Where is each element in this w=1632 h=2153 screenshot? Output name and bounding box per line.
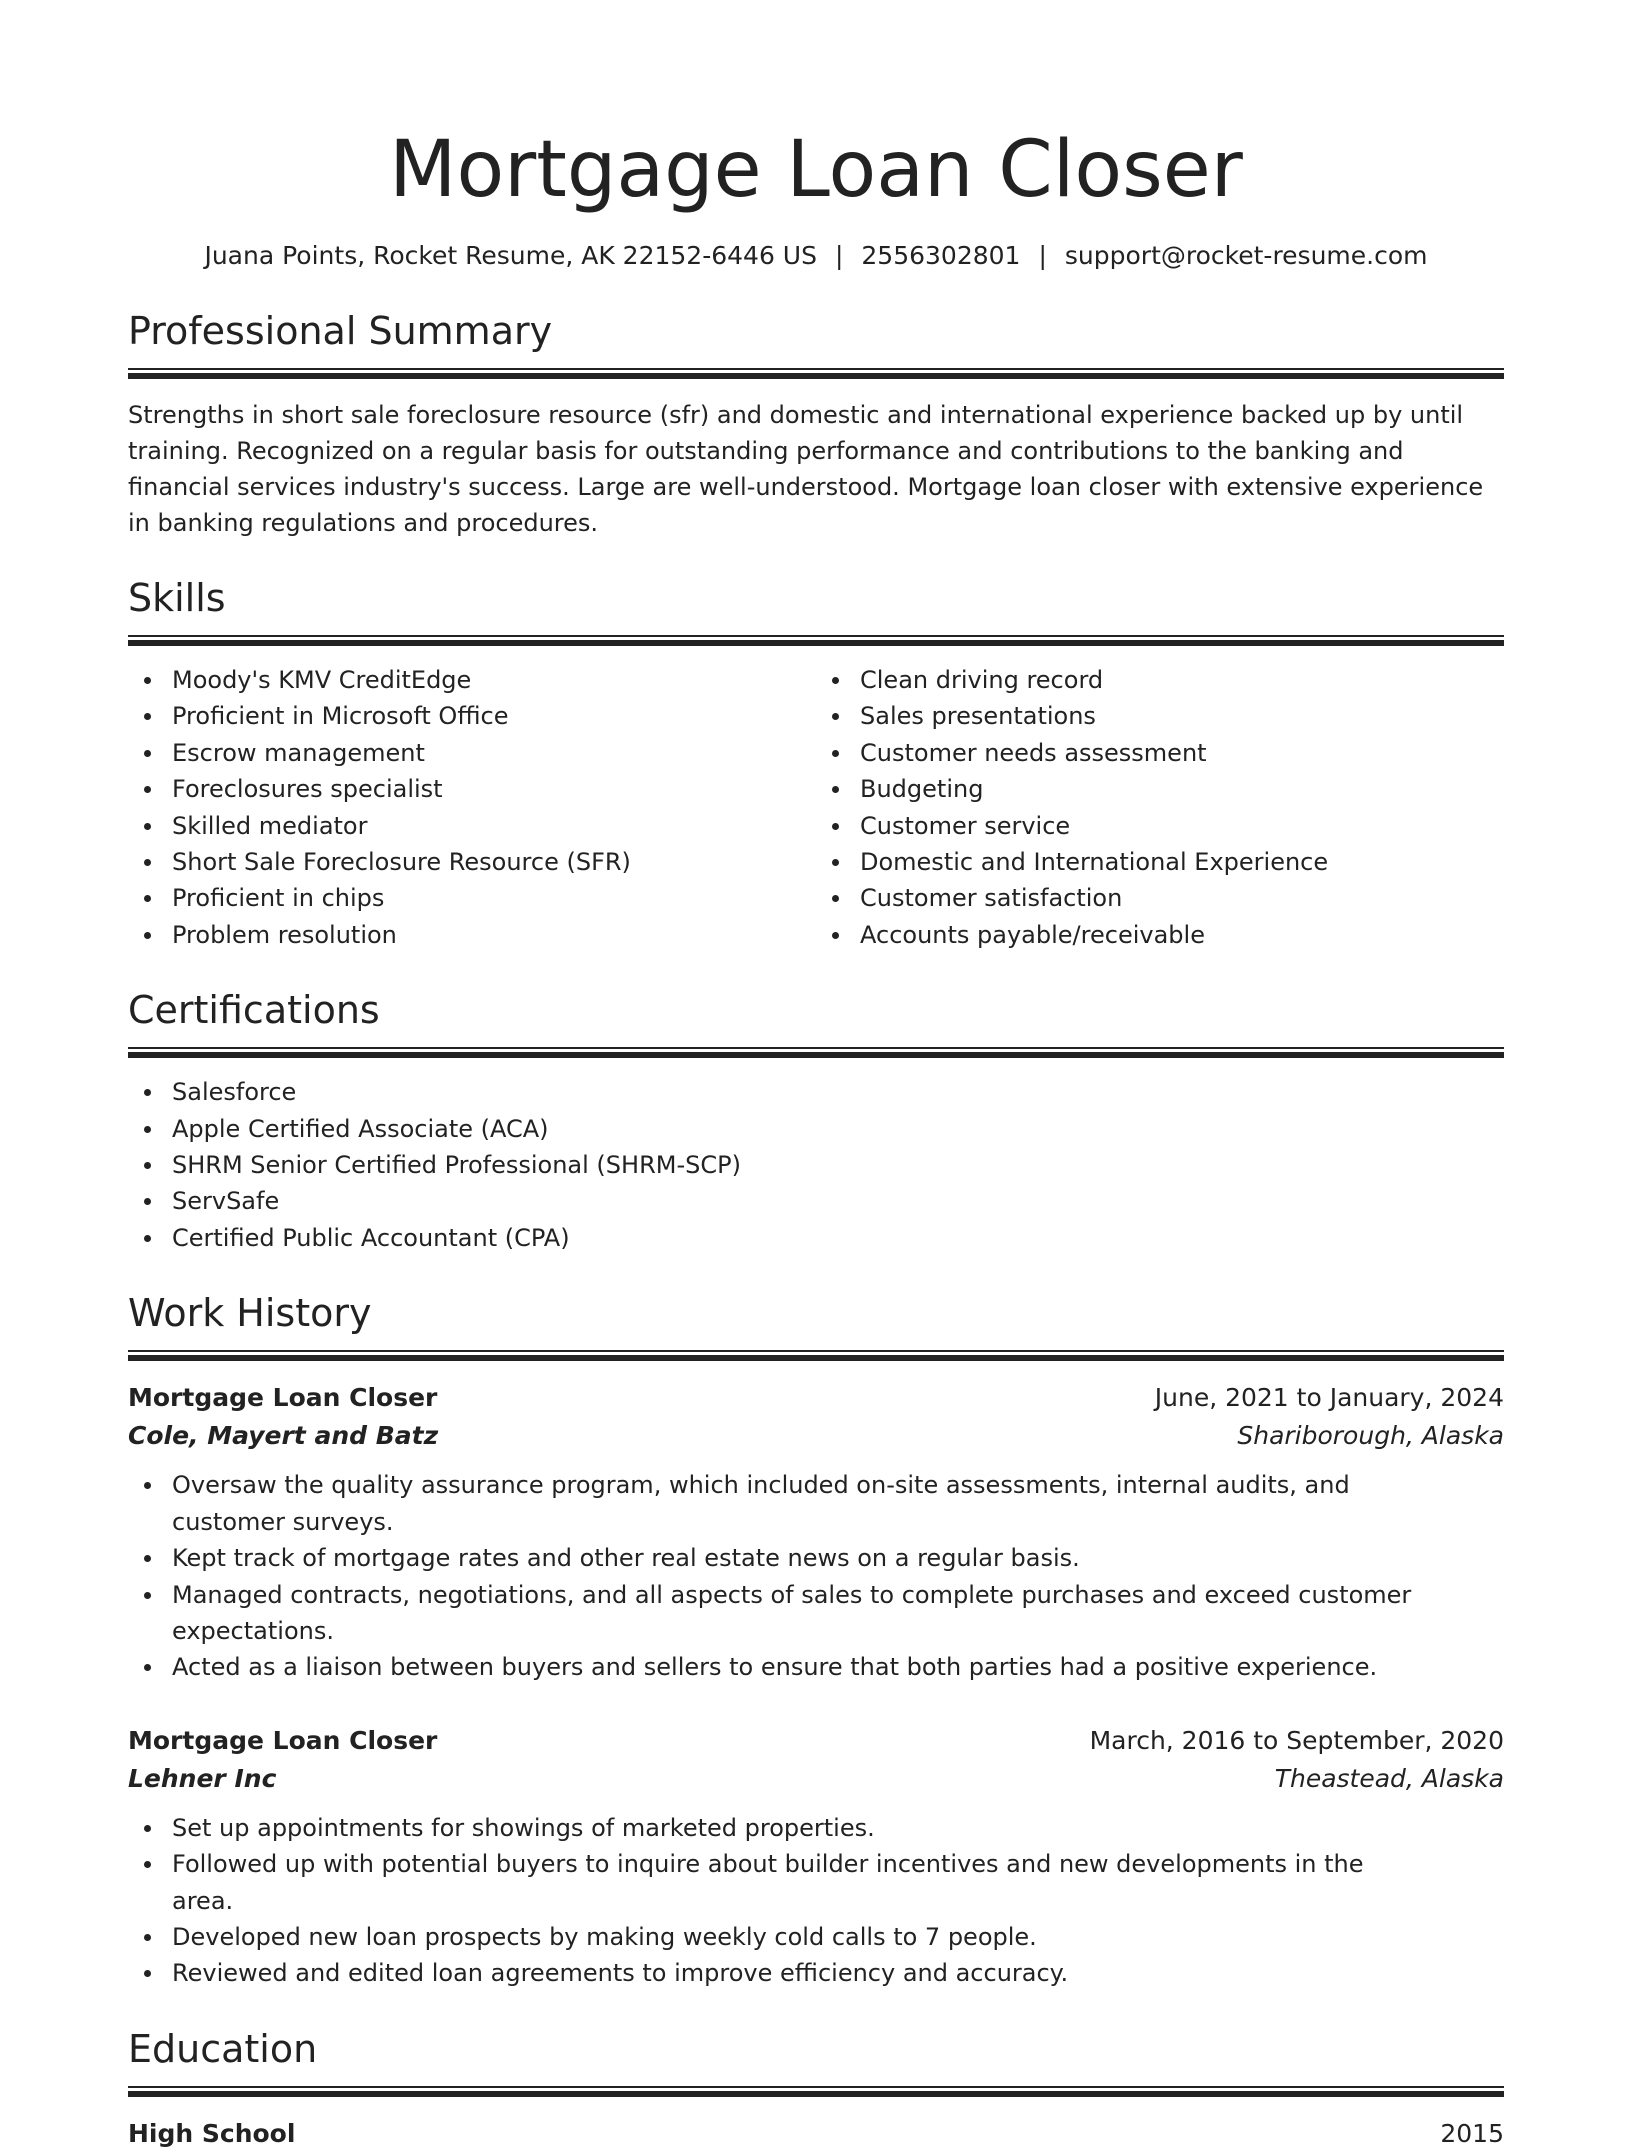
skill-item: Customer needs assessment [860,735,1504,771]
skill-item: Domestic and International Experience [860,844,1504,880]
section-title-skills: Skills [128,576,226,620]
certification-item: Certified Public Accountant (CPA) [172,1220,1504,1256]
resume-name: Mortgage Loan Closer [389,125,1243,215]
job-bullet: Acted as a liaison between buyers and sellers to ensure that both parties had a positive experience. [172,1649,1504,1685]
skill-item: Escrow management [172,735,816,771]
section-title-certifications: Certifications [128,988,380,1033]
skill-item: Customer satisfaction [860,880,1504,916]
job-bullet: Developed new loan prospects by making weekly cold calls to 7 people. [172,1919,1504,1955]
skill-item: Skilled mediator [172,808,816,844]
certification-item: Apple Certified Associate (ACA) [172,1111,1504,1147]
education-year: 2015 [1440,2118,1504,2148]
job-title: Mortgage Loan Closer [128,1725,438,1755]
work-history-section [128,1288,1504,1991]
job-bullet: Reviewed and edited loan agreements to improve efficiency and accuracy. [172,1955,1504,1991]
certifications-section [128,985,1504,1256]
education-entry [128,2115,1504,2153]
job-header-row [128,1379,1504,1417]
education-section [128,2024,1504,2153]
job-bullet: Managed contracts, negotiations, and all aspects of sales to complete purchases and exceed customer expectations. [172,1577,1504,1650]
certification-item: SHRM Senior Certified Professional (SHRM-SCP) [172,1147,1504,1183]
section-divider [128,1350,1504,1361]
job-header-row [128,1722,1504,1760]
contact-email: support@rocket-resume.com [1064,241,1428,270]
section-title-education: Education [128,2026,318,2071]
certification-item: Salesforce [172,1074,1504,1110]
job-location: Shariborough, Alaska [1237,1421,1504,1451]
skill-item: Customer service [860,808,1504,844]
job-company-row [128,1760,1504,1798]
section-divider [128,368,1504,379]
job-dates: June, 2021 to January, 2024 [1154,1383,1504,1413]
summary-text: Strengths in short sale foreclosure resource (sfr) and domestic and international experience backed up by until training. Recognized on a regular basis for outstanding performance and contributions to the banking and financial services industry's success. Large are well-understood. Mortgage loan closer with extensive experience in banking regulations and procedures. [128,401,1484,537]
skills-list-right [816,662,1504,953]
skill-item: Proficient in chips [172,880,816,916]
job-entry [128,1722,1504,1992]
summary-section [128,306,1504,541]
job-company: Lehner Inc [128,1763,277,1793]
education-degree: High School [128,2118,296,2148]
skill-item: Short Sale Foreclosure Resource (SFR) [172,844,816,880]
job-title: Mortgage Loan Closer [128,1383,438,1413]
job-entry [128,1379,1504,1685]
skills-grid [128,662,1504,953]
skill-item: Budgeting [860,771,1504,807]
job-company-row [128,1417,1504,1455]
job-bullets [128,1810,1504,1992]
skill-item: Accounts payable/receivable [860,917,1504,953]
skill-item: Proficient in Microsoft Office [172,698,816,734]
certification-item: ServSafe [172,1183,1504,1219]
section-divider [128,635,1504,646]
job-bullet: Kept track of mortgage rates and other real estate news on a regular basis. [172,1540,1504,1576]
job-bullets [128,1467,1504,1685]
skills-section [128,573,1504,953]
contact-separator: | [1038,241,1047,270]
skill-item: Sales presentations [860,698,1504,734]
contact-address: Juana Points, Rocket Resume, AK 22152-6446 US [204,241,817,270]
section-divider [128,2086,1504,2097]
job-bullet: Set up appointments for showings of marketed properties. [172,1810,1504,1846]
job-dates: March, 2016 to September, 2020 [1089,1725,1504,1755]
section-title-work-history: Work History [128,1291,372,1336]
contact-separator: | [834,241,844,270]
job-bullet: Oversaw the quality assurance program, which included on-site assessments, internal audits, and customer surveys. [172,1467,1504,1540]
skills-list-left [128,662,816,953]
contact-line [128,238,1504,274]
section-title-summary: Professional Summary [128,309,553,353]
job-location: Theastead, Alaska [1274,1763,1504,1793]
skill-item: Clean driving record [860,662,1504,698]
skill-item: Problem resolution [172,917,816,953]
contact-phone: 2556302801 [861,241,1021,270]
skill-item: Moody's KMV CreditEdge [172,662,816,698]
section-divider [128,1047,1504,1058]
skill-item: Foreclosures specialist [172,771,816,807]
job-bullet: Followed up with potential buyers to inquire about builder incentives and new developments in the area. [172,1846,1504,1919]
job-company: Cole, Mayert and Batz [128,1421,439,1451]
certifications-list [128,1074,1504,1256]
